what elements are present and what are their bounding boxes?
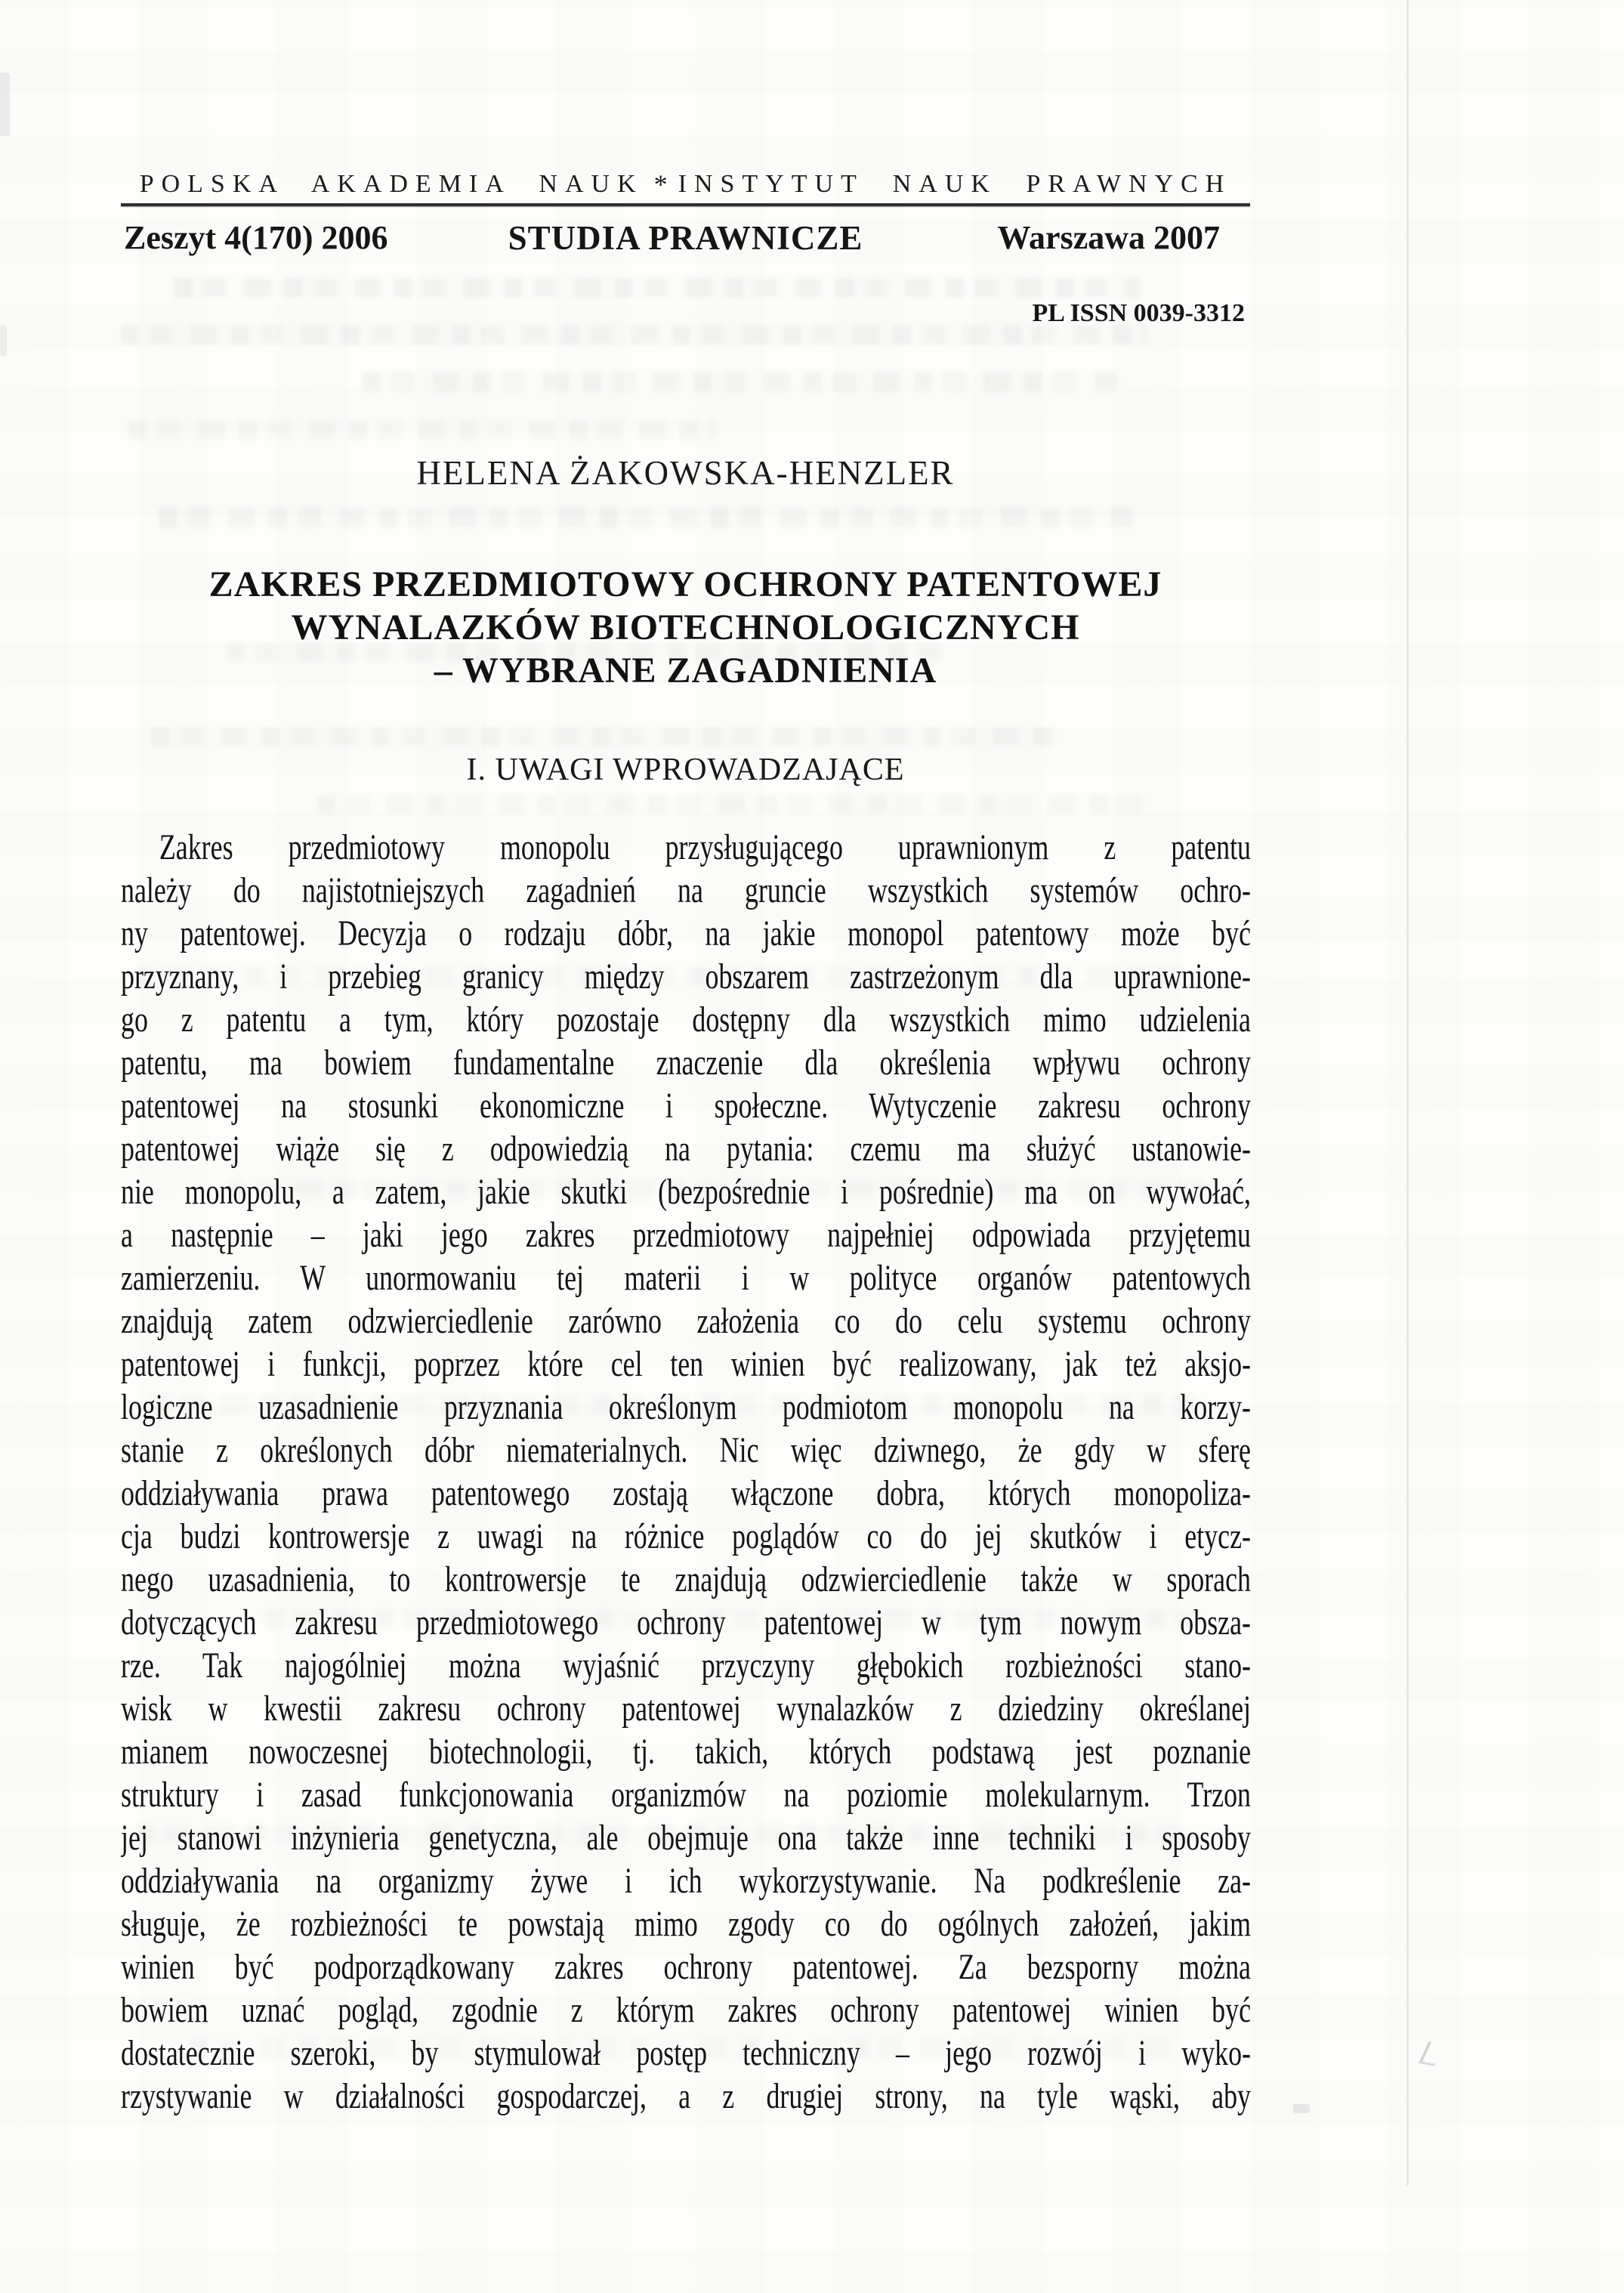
body-text-line: patentowej na stosunki ekonomiczne i społeczne. Wytyczenie zakresu ochrony <box>121 1086 1251 1126</box>
place-year: Warszawa 2007 <box>997 219 1220 256</box>
body-text-line: patentowej wiąże się z odpowiedzią na pytania: czemu ma służyć ustanowie- <box>121 1129 1251 1169</box>
body-text-line: patentu, ma bowiem fundamentalne znaczenie dla określenia wpływu ochrony <box>121 1043 1251 1083</box>
body-text-line: oddziaływania prawa patentowego zostają włączone dobra, których monopoliza- <box>121 1473 1251 1513</box>
scanner-line-artifact <box>1406 0 1409 2186</box>
body-text-line: jej stanowi inżynieria genetyczna, ale obejmuje ona także inne techniki i sposoby <box>121 1818 1251 1858</box>
body-text-line: struktury i zasad funkcjonowania organizmów na poziomie molekularnym. Trzon <box>121 1775 1251 1815</box>
masthead-rule <box>121 203 1250 206</box>
bleedthrough-ghost-text <box>174 278 1141 298</box>
institution-right: INSTYTUT NAUK PRAWNYCH <box>678 170 1232 198</box>
body-text-line: zamierzeniu. W unormowaniu tej materii i w polityce organów patentowych <box>121 1258 1251 1298</box>
body-text-line: należy do najistotniejszych zagadnień na gruncie wszystkich systemów ochro- <box>121 870 1251 910</box>
body-text-line: nie monopolu, a zatem, jakie skutki (bezpośrednie i pośrednie) ma on wywołać, <box>121 1172 1251 1212</box>
edge-smudge-artifact <box>0 325 7 357</box>
institution-line <box>121 169 1250 199</box>
body-text-line: Zakres przedmiotowy monopolu przysługującego uprawnionym z patentu <box>159 827 1251 867</box>
institution-left: POLSKA AKADEMIA NAUK <box>139 170 644 198</box>
body-text-line: wisk w kwestii zakresu ochrony patentowej wynalazków z dziedziny określanej <box>121 1689 1251 1729</box>
body-text-line: rze. Tak najogólniej można wyjaśnić przyczyny głębokich rozbieżności stano- <box>121 1646 1251 1686</box>
issn-number: PL ISSN 0039-3312 <box>1032 299 1245 327</box>
body-text-line: ny patentowej. Decyzja o rodzaju dóbr, na jakie monopol patentowy może być <box>121 913 1251 953</box>
body-text-line: dostatecznie szeroki, by stymulował postęp techniczny – jego rozwój i wyko- <box>121 2033 1251 2073</box>
body-text-line: oddziaływania na organizmy żywe i ich wykorzystywanie. Na podkreślenie za- <box>121 1861 1251 1901</box>
article-title <box>121 563 1250 692</box>
author-name: HELENA ŻAKOWSKA-HENZLER <box>416 454 955 492</box>
body-text-line: bowiem uznać pogląd, zgodnie z którym zakres ochrony patentowej winien być <box>121 1990 1251 2030</box>
bleedthrough-ghost-text <box>317 795 1148 814</box>
bleedthrough-ghost-text <box>159 508 1133 527</box>
pen-mark-artifact <box>1419 2041 1444 2066</box>
body-text-line: dotyczących zakresu przedmiotowego ochrony patentowej w tym nowym obsza- <box>121 1602 1251 1642</box>
body-text-line: mianem nowoczesnej biotechnologii, tj. takich, których podstawą jest poznanie <box>121 1732 1251 1772</box>
body-text-line: winien być podporządkowany zakres ochrony patentowej. Za bezsporny można <box>121 1947 1251 1987</box>
body-text-line: sługuje, że rozbieżności te powstają mimo zgody co do ogólnych założeń, jakim <box>121 1904 1251 1944</box>
body-text-line: logiczne uzasadnienie przyznania określonym podmiotom monopolu na korzy- <box>121 1387 1251 1427</box>
body-text-line: stanie z określonych dóbr niematerialnych. Nic więc dziwnego, że gdy w sferę <box>121 1430 1251 1470</box>
body-text-line: cja budzi kontrowersje z uwagi na różnice poglądów co do jej skutków i etycz- <box>121 1516 1251 1556</box>
asterisk-separator: * <box>653 169 668 199</box>
body-text-line: patentowej i funkcji, poprzez które cel ten winien być realizowany, jak też aksjo- <box>121 1344 1251 1384</box>
edge-smudge-artifact <box>0 73 10 136</box>
article-title-line: ZAKRES PRZEDMIOTOWY OCHRONY PATENTOWEJ <box>208 564 1162 604</box>
body-text-line: nego uzasadnienia, to kontrowersje te znajdują odzwierciedlenie także w sporach <box>121 1559 1251 1599</box>
body-text-line: przyznany, i przebieg granicy między obszarem zastrzeżonym dla uprawnione- <box>121 956 1251 997</box>
journal-title: STUDIA PRAWNICZE <box>508 219 863 257</box>
body-text-line: go z patentu a tym, który pozostaje dostępny dla wszystkich mimo udzielenia <box>121 1000 1251 1040</box>
section-heading: I. UWAGI WPROWADZAJĄCE <box>466 752 905 787</box>
body-paragraph <box>121 826 1251 2118</box>
article-title-line: – WYBRANE ZAGADNIENIA <box>434 651 937 691</box>
bleedthrough-ghost-text <box>151 727 1057 746</box>
article-title-line: WYNALAZKÓW BIOTECHNOLOGICZNYCH <box>291 607 1080 647</box>
issue-number: Zeszyt 4(170) 2006 <box>124 219 388 256</box>
body-text-line: a następnie – jaki jego zakres przedmiotowy najpełniej odpowiada przyjętemu <box>121 1215 1251 1255</box>
edge-smudge-artifact <box>1293 2104 1310 2113</box>
masthead-row <box>121 220 1250 259</box>
body-text-line: rzystywanie w działalności gospodarczej, a z drugiej strony, na tyle wąski, aby <box>121 2076 1251 2116</box>
body-text-line: znajdują zatem odzwierciedlenie zarówno założenia co do celu systemu ochrony <box>121 1301 1251 1341</box>
bleedthrough-ghost-text <box>128 420 718 440</box>
bleedthrough-ghost-text <box>363 372 1118 391</box>
